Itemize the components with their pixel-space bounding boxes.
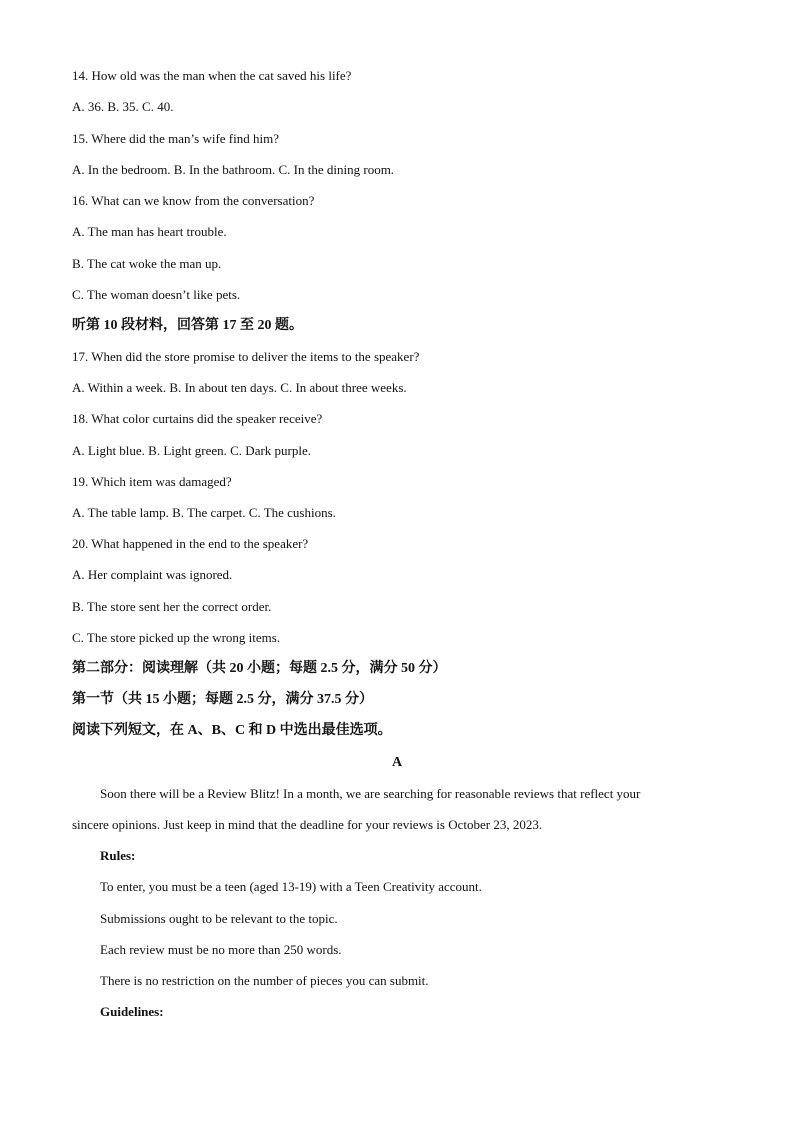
rule-4: There is no restriction on the number of pieces you can submit. xyxy=(100,973,429,988)
part-2-heading: 第二部分：阅读理解（共 20 小题；每题 2.5 分，满分 50 分） xyxy=(72,661,447,676)
question-20: 20. What happened in the end to the speaker? xyxy=(72,536,309,551)
rule-1: To enter, you must be a teen (aged 13-19) with a Teen Creativity account. xyxy=(100,879,482,894)
question-20-option-a: A. Her complaint was ignored. xyxy=(72,567,233,582)
question-16-option-c: C. The woman doesn’t like pets. xyxy=(72,287,241,302)
question-18-options: A. Light blue. B. Light green. C. Dark purple. xyxy=(72,443,312,458)
question-17-options: A. Within a week. B. In about ten days. C. In about three weeks. xyxy=(72,380,407,395)
question-16-option-b: B. The cat woke the man up. xyxy=(72,256,222,271)
reading-instruction: 阅读下列短文，在 A、B、C 和 D 中选出最佳选项。 xyxy=(72,723,392,738)
question-19: 19. Which item was damaged? xyxy=(72,474,232,489)
question-20-option-b: B. The store sent her the correct order. xyxy=(72,599,272,614)
question-19-options: A. The table lamp. B. The carpet. C. The cushions. xyxy=(72,505,336,520)
question-15-options: A. In the bedroom. B. In the bathroom. C. In the dining room. xyxy=(72,162,395,177)
question-20-option-c: C. The store picked up the wrong items. xyxy=(72,630,281,645)
passage-letter: A xyxy=(391,755,403,770)
section-1-heading: 第一节（共 15 小题；每题 2.5 分，满分 37.5 分） xyxy=(72,692,373,707)
question-17: 17. When did the store promise to deliver the items to the speaker? xyxy=(72,349,420,364)
passage-paragraph-line-1: Soon there will be a Review Blitz! In a month, we are searching for reasonable reviews that reflect your xyxy=(100,786,641,801)
question-14: 14. How old was the man when the cat saved his life? xyxy=(72,68,352,83)
rules-heading: Rules: xyxy=(100,848,136,863)
rule-3: Each review must be no more than 250 words. xyxy=(100,942,342,957)
passage-paragraph-line-2: sincere opinions. Just keep in mind that the deadline for your reviews is October 23, 2023. xyxy=(72,817,543,832)
question-18: 18. What color curtains did the speaker receive? xyxy=(72,411,323,426)
question-15: 15. Where did the man’s wife find him? xyxy=(72,131,279,146)
guidelines-heading: Guidelines: xyxy=(100,1004,164,1019)
question-16-option-a: A. The man has heart trouble. xyxy=(72,224,227,239)
question-16: 16. What can we know from the conversation? xyxy=(72,193,315,208)
rule-2: Submissions ought to be relevant to the topic. xyxy=(100,911,338,926)
question-14-options: A. 36. B. 35. C. 40. xyxy=(72,99,174,114)
section-10-heading: 听第 10 段材料，回答第 17 至 20 题。 xyxy=(72,318,303,333)
